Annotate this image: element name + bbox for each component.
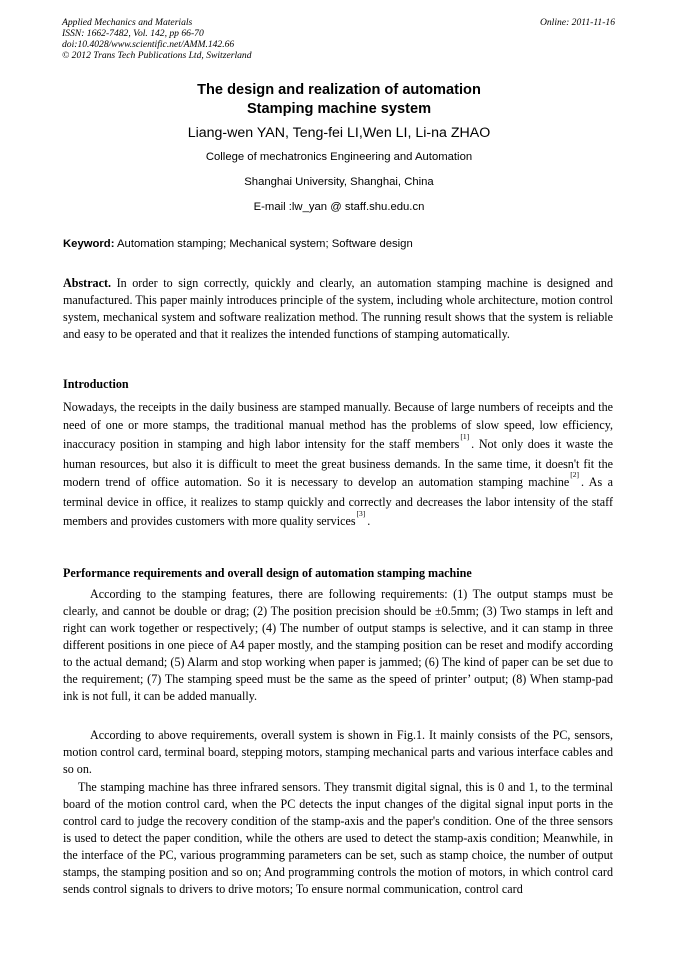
abstract <box>63 275 613 343</box>
performance-paragraph-3: The stamping machine has three infrared sensors. They transmit digital signal, this is 0 and 1, to the terminal board of the motion control card, when the PC detects the input changes of the digital signal input ports in the control card to judge the recovery condition of the stamp-axis and the paper's condition. One of the three sensors is used to detect the paper condition, while the others are used to detect the stamp-axis condition; Meanwhile, in the interface of the PC, various programming parameters can be set, such as stamp choice, the number of output stamps, the stamping position and so on; And programming controls the motion of motors, in which control card sends control signals to drivers to drive motors; To ensure normal communication, control card <box>63 780 613 897</box>
affiliation-university: Shanghai University, Shanghai, China <box>244 176 434 188</box>
paper-title <box>0 81 678 119</box>
online-date: Online: 2011-11-16 <box>539 17 615 28</box>
author-list: Liang-wen YAN, Teng-fei LI,Wen LI, Li-na ZHAO <box>187 125 491 141</box>
citation-1: [1] <box>460 431 470 441</box>
citation-3: [3] <box>356 508 366 518</box>
intro-text-2: . Not only does it waste the human resources, but also it is difficult to meet the great business demands. In the same time, it doesn't fit the modern trend of office automation. So it is necessary to develop an automation stamping machine <box>63 436 613 490</box>
author-email: E-mail :lw_yan @ staff.shu.edu.cn <box>253 201 425 213</box>
keywords-text: Automation stamping; Mechanical system; Software design <box>117 238 413 250</box>
title-line-1: The design and realization of automation <box>197 82 481 98</box>
abstract-text: In order to sign correctly, quickly and clearly, an automation stamping machine is designed and manufactured. This paper mainly introduces principle of the system, including whole architecture, motion control system, mechanical system and software realization method. The running result shows that the system is reliable and easy to be operated and that it realizes the intended functions of stamping automatically. <box>63 276 613 342</box>
title-line-2: Stamping machine system <box>246 101 432 117</box>
performance-paragraph-1: According to the stamping features, there are following requirements: (1) The output stamps must be clearly, and cannot be double or drag; (2) The position precision should be ±0.5mm; (3) Two stamps in left and right can work together or respectively; (4) The number of output stamps is selective, and it can stamp in three different positions in one piece of A4 paper mostly, and the stamping position can be reset and modify according to the actual demand; (5) Alarm and stop working when paper is jammed; (6) The kind of paper can be set due to the requirement; (7) The stamping speed must be the same as the speed of printer’ output; (8) When stamp-pad ink is not full, it can be added manually. <box>63 587 613 704</box>
intro-text-4: . <box>367 513 371 528</box>
citation-2: [2] <box>570 470 580 480</box>
introduction-paragraph <box>63 398 613 532</box>
journal-name: Applied Mechanics and Materials <box>62 17 193 28</box>
copyright-line: © 2012 Trans Tech Publications Ltd, Switzerland <box>62 50 252 61</box>
affiliation-dept: College of mechatronics Engineering and Automation <box>205 151 473 163</box>
intro-text-1: Nowadays, the receipts in the daily business are stamped manually. Because of large numbers of receipts and the need of one or more stamps, the traditional manual method has the problems of slow speed, low efficiency, inaccuracy position in stamping and high labor intensity for the staff members <box>63 400 613 451</box>
doi-line: doi:10.4028/www.scientific.net/AMM.142.66 <box>62 39 235 50</box>
section-heading-introduction: Introduction <box>63 377 129 391</box>
performance-paragraph-2: According to above requirements, overall system is shown in Fig.1. It mainly consists of the PC, sensors, motion control card, terminal board, stepping motors, stamping mechanical parts and various interface cables and so on. <box>63 728 613 777</box>
issn-line: ISSN: 1662-7482, Vol. 142, pp 66-70 <box>62 28 204 39</box>
intro-text-3: . As a terminal device in office, it realizes to stamp quickly and correctly and decreases the labor intensity of the staff members and provides customers with more quality services <box>63 475 613 528</box>
section-heading-performance: Performance requirements and overall design of automation stamping machine <box>63 566 472 580</box>
keywords-label: Keyword: <box>63 238 115 250</box>
abstract-label: Abstract. <box>63 276 112 290</box>
keywords <box>63 238 413 250</box>
running-header <box>62 17 252 61</box>
